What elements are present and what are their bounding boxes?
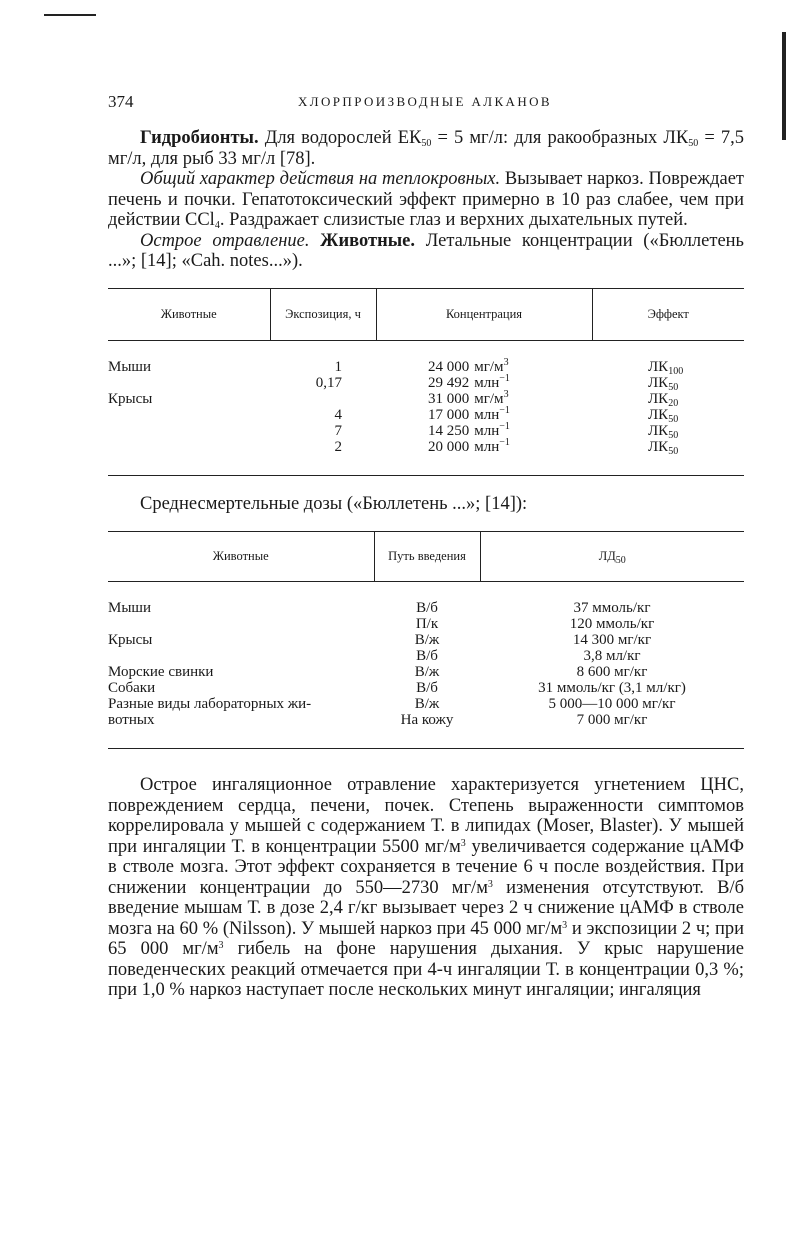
cell-animal	[108, 600, 374, 616]
dose-text: 120 ммоль/кг	[569, 616, 655, 632]
cell-concentration	[376, 391, 592, 407]
concentration-value: 17 000	[428, 407, 470, 423]
cell-animal	[108, 439, 270, 455]
cell-animal	[108, 712, 374, 728]
effect-text: ЛК	[648, 423, 669, 439]
text-run: 3	[487, 878, 493, 890]
table-row	[108, 391, 744, 407]
cell-dose	[480, 616, 744, 632]
table-row	[108, 359, 744, 375]
paragraph-acute-inhalation	[108, 775, 744, 1001]
concentration-value: 31 000	[428, 391, 470, 407]
table-row	[108, 712, 744, 728]
concentration-power: −1	[499, 405, 510, 416]
cell-route	[374, 664, 480, 680]
scan-edge-mark-right	[782, 32, 786, 140]
table-row	[108, 632, 744, 648]
text-run: . Раздражает слизистые глаз и верхних дыхательных путей.	[219, 210, 688, 230]
table-row	[108, 600, 744, 616]
text-run: и экспозиции 2 ч; при 65 000 мг/м	[108, 918, 745, 959]
text-run: 50	[421, 138, 432, 149]
animal-text: Мыши	[108, 600, 151, 616]
column-header-animals: Животные	[160, 306, 217, 321]
effect-text: ЛК	[648, 391, 669, 407]
dose-text: 37 ммоль/кг	[573, 600, 651, 616]
text-run: увеличивается содержание цАМФ в стволе мозга. Этот эффект сохраняется в течение 6 ч после воздействия. При снижении концентрации до 550—2730 мг/м	[108, 836, 745, 898]
cell-dose	[480, 680, 744, 696]
cell-route	[374, 680, 480, 696]
lethal-doses-table	[108, 531, 744, 750]
cell-route	[374, 632, 480, 648]
cell-dose	[480, 600, 744, 616]
effect-text: ЛК	[648, 359, 669, 375]
effect-header-label: Эффект	[647, 306, 689, 321]
table2-caption: Среднесмертельные дозы («Бюллетень ...»; [14]):	[140, 494, 528, 514]
text-run: 3	[218, 940, 224, 951]
text-run: 4	[214, 220, 220, 231]
concentration-power: −1	[499, 437, 510, 448]
text-run: Животные.	[320, 230, 416, 251]
paragraph-acute-poisoning	[108, 231, 744, 272]
table-rule	[108, 475, 744, 476]
text-run: Для водорослей ЕК	[258, 128, 422, 148]
animal-text: Крысы	[108, 632, 153, 648]
effect-subscript: 50	[668, 430, 679, 441]
paragraph-hydrobionts	[108, 128, 744, 169]
cell-exposure	[270, 439, 376, 455]
table-row	[108, 375, 744, 391]
cell-effect	[592, 391, 744, 407]
text-run: 3	[460, 837, 466, 849]
dose-text: 14 300 мг/кг	[572, 632, 652, 648]
dose-text: 3,8 мл/кг	[583, 648, 641, 664]
text-run	[309, 231, 320, 251]
exposure-text: 4	[334, 407, 342, 423]
cell-dose	[480, 712, 744, 728]
cell-route	[374, 648, 480, 664]
cell-effect	[592, 439, 744, 455]
text-run: 50	[688, 138, 699, 149]
concentration-unit: мг/м	[474, 391, 504, 407]
cell-effect	[592, 359, 744, 375]
effect-subscript: 50	[668, 382, 679, 393]
cell-animal	[108, 648, 374, 664]
text-run: 3	[562, 919, 568, 931]
effect-text: ЛК	[648, 375, 669, 391]
concentration-value: 14 250	[428, 423, 470, 439]
table-row	[108, 407, 744, 423]
cell-route	[374, 600, 480, 616]
dose-text: 8 600 мг/кг	[576, 664, 648, 680]
paragraph-general-action	[108, 169, 744, 231]
intro-text	[108, 128, 744, 272]
exposure-text: 2	[334, 439, 342, 455]
cell-exposure	[270, 375, 376, 391]
cell-exposure	[270, 407, 376, 423]
text-run: Летальные концентрации («Бюллетень ...»; [14]; «Cah. notes...»).	[108, 230, 744, 271]
concentration-unit: мг/м	[474, 359, 504, 375]
table-row	[108, 648, 744, 664]
cell-concentration	[376, 423, 592, 439]
cell-animal	[108, 664, 374, 680]
cell-animal	[108, 680, 374, 696]
route-text: В/б	[416, 680, 438, 696]
cell-concentration	[376, 439, 592, 455]
cell-animal	[108, 359, 270, 375]
cell-dose	[480, 648, 744, 664]
effect-text: ЛК	[648, 439, 669, 455]
concentration-unit: млн	[474, 423, 500, 439]
route-text: В/ж	[414, 632, 440, 648]
table-row	[108, 680, 744, 696]
cell-effect	[592, 407, 744, 423]
page-header	[108, 92, 744, 114]
column-header-ld50	[480, 532, 744, 582]
effect-subscript: 100	[668, 366, 684, 377]
page-number: 374	[108, 92, 134, 111]
concentration-value: 20 000	[428, 439, 470, 455]
route-text: В/б	[416, 648, 438, 664]
concentration-power: −1	[499, 373, 510, 384]
cell-concentration	[376, 375, 592, 391]
book-page	[108, 92, 744, 1001]
column-header-effect	[592, 289, 744, 341]
route-text: В/б	[416, 600, 438, 616]
effect-subscript: 50	[668, 446, 679, 457]
table-row	[108, 696, 744, 712]
concentration-unit: млн	[474, 439, 500, 455]
cell-concentration	[376, 359, 592, 375]
cell-dose	[480, 696, 744, 712]
route-text: На кожу	[400, 712, 454, 728]
animal-text: Крысы	[108, 391, 153, 407]
cell-dose	[480, 664, 744, 680]
concentration-value: 24 000	[428, 359, 470, 375]
concentration-power: −1	[499, 421, 510, 432]
text-run: = 7,5 мг/л, для рыб 33 мг/л [78].	[108, 128, 744, 169]
column-header-animals: Животные	[212, 548, 269, 563]
dose-text: 5 000—10 000 мг/кг	[548, 696, 676, 712]
running-title: ХЛОРПРОИЗВОДНЫЕ АЛКАНОВ	[298, 94, 552, 109]
cell-animal	[108, 632, 374, 648]
column-header-route: Путь введения	[374, 532, 480, 582]
effect-subscript: 20	[668, 398, 679, 409]
text-run: Вызывает наркоз. Повреждает печень и почки. Гепатотоксический эффект примерно в 10 раз слабее, чем при действии CCl	[108, 169, 745, 230]
cell-animal	[108, 407, 270, 423]
animal-text: Морские свинки	[108, 664, 214, 680]
animal-text: Мыши	[108, 359, 151, 375]
cell-effect	[592, 423, 744, 439]
effect-subscript: 50	[668, 414, 679, 425]
exposure-text: 7	[334, 423, 342, 439]
table-row	[108, 664, 744, 680]
cell-animal	[108, 375, 270, 391]
cell-concentration	[376, 407, 592, 423]
text-run: гибель на фоне нарушения дыхания. У крыс нарушение поведенческих реакций отмечается при 4-ч ингаляции Т. в концентрации 0,3 %; при 1,0 % наркоз наступает после нескольких минут ингаляции; ингаляция	[108, 939, 744, 1000]
text-run: Общий характер действия на теплокровных.	[140, 169, 501, 189]
cell-animal	[108, 423, 270, 439]
text-run: изменения отсутствуют. В/б введение мышам Т. в дозе 2,4 г/кг вызывает через 2 ч снижение цАМФ в стволе мозга на 60 % (Nilsson). У мышей наркоз при 45 000 мг/м	[108, 877, 744, 939]
text-run: Острое ингаляционное отравление характеризуется угнетением ЦНС, повреждением сердца, печени, почек. Степень выраженности симптомов коррелировала у мышей с содержанием Т. в липидах (Moser, Blaster). У мышей при ингаляции Т. в концентрации 5500 мг/м	[108, 775, 744, 857]
cell-animal	[108, 696, 374, 712]
column-header-concentration: Концентрация	[376, 289, 592, 341]
text-run: = 5 мг/л: для ракообразных ЛК	[431, 128, 689, 148]
concentration-power: 3	[503, 357, 509, 368]
text-run: Острое отравление.	[140, 230, 310, 251]
animal-text: вотных	[108, 712, 155, 728]
table-row	[108, 423, 744, 439]
cell-effect	[592, 375, 744, 391]
text-run: Гидробионты.	[140, 128, 259, 148]
exposure-text: 0,17	[315, 375, 342, 391]
cell-route	[374, 696, 480, 712]
effect-text: ЛК	[648, 407, 669, 423]
scan-edge-mark-top	[44, 14, 96, 16]
concentration-value: 29 492	[428, 375, 470, 391]
column-header-exposure: Экспозиция, ч	[270, 289, 376, 341]
concentration-unit: млн	[474, 407, 500, 423]
cell-route	[374, 712, 480, 728]
cell-animal	[108, 391, 270, 407]
table-row	[108, 616, 744, 632]
cell-exposure	[270, 423, 376, 439]
route-text: П/к	[415, 616, 439, 632]
concentration-power: 3	[503, 389, 509, 400]
ld-subscript: 50	[615, 554, 626, 566]
animal-text: Разные виды лабораторных жи-	[108, 696, 312, 712]
cell-animal	[108, 616, 374, 632]
route-text: В/ж	[414, 696, 440, 712]
cell-route	[374, 616, 480, 632]
animal-text: Собаки	[108, 680, 156, 696]
route-text: В/ж	[414, 664, 440, 680]
concentration-unit: млн	[474, 375, 500, 391]
ld-label: ЛД	[598, 548, 616, 563]
lethal-concentrations-table	[108, 288, 744, 477]
table-rule	[108, 748, 744, 749]
cell-dose	[480, 632, 744, 648]
cell-exposure	[270, 391, 376, 407]
dose-text: 7 000 мг/кг	[576, 712, 648, 728]
exposure-text: 1	[334, 359, 342, 375]
dose-text: 31 ммоль/кг (3,1 мл/кг)	[538, 680, 686, 696]
table-row	[108, 439, 744, 455]
cell-exposure	[270, 359, 376, 375]
